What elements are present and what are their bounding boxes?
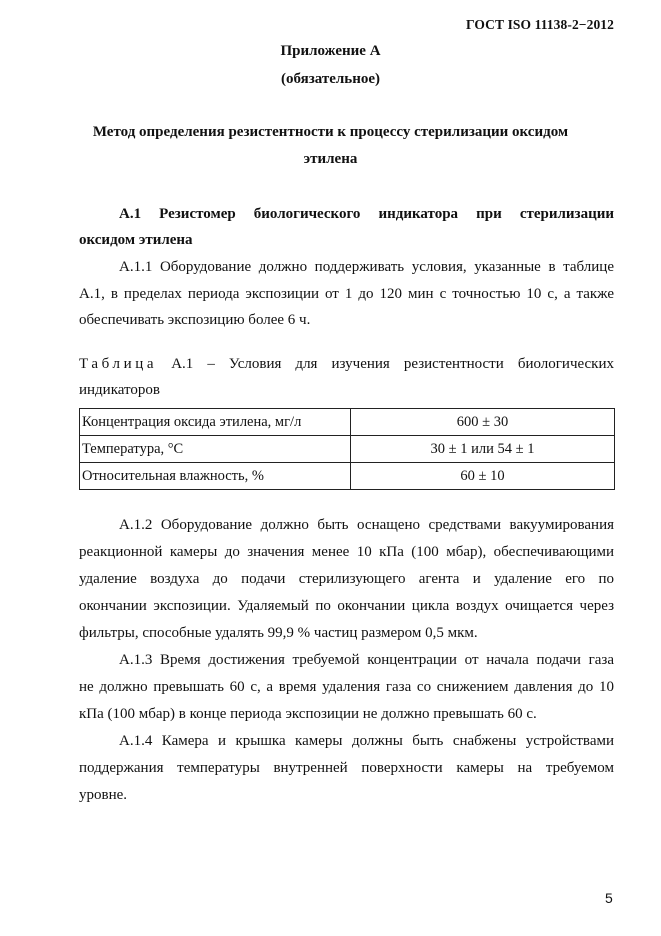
para-a14-line-3: уровне. <box>79 787 128 803</box>
table-caption-label: Таблица <box>79 356 158 372</box>
table-cell-value: 60 ± 10 <box>351 463 615 490</box>
table-cell-value: 30 ± 1 или 54 ± 1 <box>351 436 615 463</box>
document-code: ГОСТ ISO 11138-2−2012 <box>466 17 614 32</box>
para-a13-line-1: А.1.3 Время достижения требуемой концентрации от начала подачи газа <box>119 652 614 668</box>
appendix-heading-line-2: этилена <box>303 151 358 167</box>
para-a12-line-5: фильтры, способные удалять 99,9 % частиц размером 0,5 мкм. <box>79 625 478 641</box>
table-caption-line-1 <box>79 356 614 373</box>
table-caption-line-2: индикаторов <box>79 382 160 398</box>
appendix-status: (обязательное) <box>280 71 381 87</box>
table-row <box>80 436 615 463</box>
para-a11-line-2: А.1, в пределах периода экспозиции от 1 до 120 мин с точностью 10 с, а также <box>79 286 614 302</box>
para-a12-line-2: реакционной камеры до значения менее 10 кПа (100 мбар), обеспечивающими <box>79 544 614 560</box>
para-a12-line-1: А.1.2 Оборудование должно быть оснащено средствами вакуумирования <box>119 517 614 533</box>
para-a13-line-3: кПа (100 мбар) в конце периода экспозиции не должно превышать 60 с. <box>79 706 537 722</box>
section-heading-line-1: А.1 Резистомер биологического индикатора при стерилизации <box>119 206 614 222</box>
para-a14-line-1: А.1.4 Камера и крышка камеры должны быть снабжены устройствами <box>119 733 614 749</box>
table-cell-parameter: Относительная влажность, % <box>80 463 351 490</box>
appendix-title: Приложение А <box>280 43 381 59</box>
table-caption-text: А.1 – Условия для изучения резистентности биологических <box>171 356 615 372</box>
para-a12-line-4: окончании экспозиции. Удаляемый по окончании цикла воздух очищается через <box>79 598 614 614</box>
para-a12-line-3: удаление воздуха до подачи стерилизующего агента и удаление его по <box>79 571 614 587</box>
para-a14-line-2: поддержания температуры внутренней поверхности камеры на требуемом <box>79 760 614 776</box>
para-a11-line-1: А.1.1 Оборудование должно поддерживать условия, указанные в таблице <box>119 259 614 275</box>
para-a13-line-2: не должно превышать 60 с, а время удаления газа со снижением давления до 10 <box>79 679 614 695</box>
page-number: 5 <box>605 890 613 906</box>
appendix-heading-line-1: Метод определения резистентности к процессу стерилизации оксидом <box>92 124 569 140</box>
para-a11-line-3: обеспечивать экспозицию более 6 ч. <box>79 312 311 328</box>
table-row <box>80 463 615 490</box>
table-cell-value: 600 ± 30 <box>351 409 615 436</box>
table-cell-parameter: Концентрация оксида этилена, мг/л <box>80 409 351 436</box>
section-heading-line-2: оксидом этилена <box>79 232 193 248</box>
table-row <box>80 409 615 436</box>
table-cell-parameter: Температура, °С <box>80 436 351 463</box>
conditions-table <box>79 408 615 490</box>
